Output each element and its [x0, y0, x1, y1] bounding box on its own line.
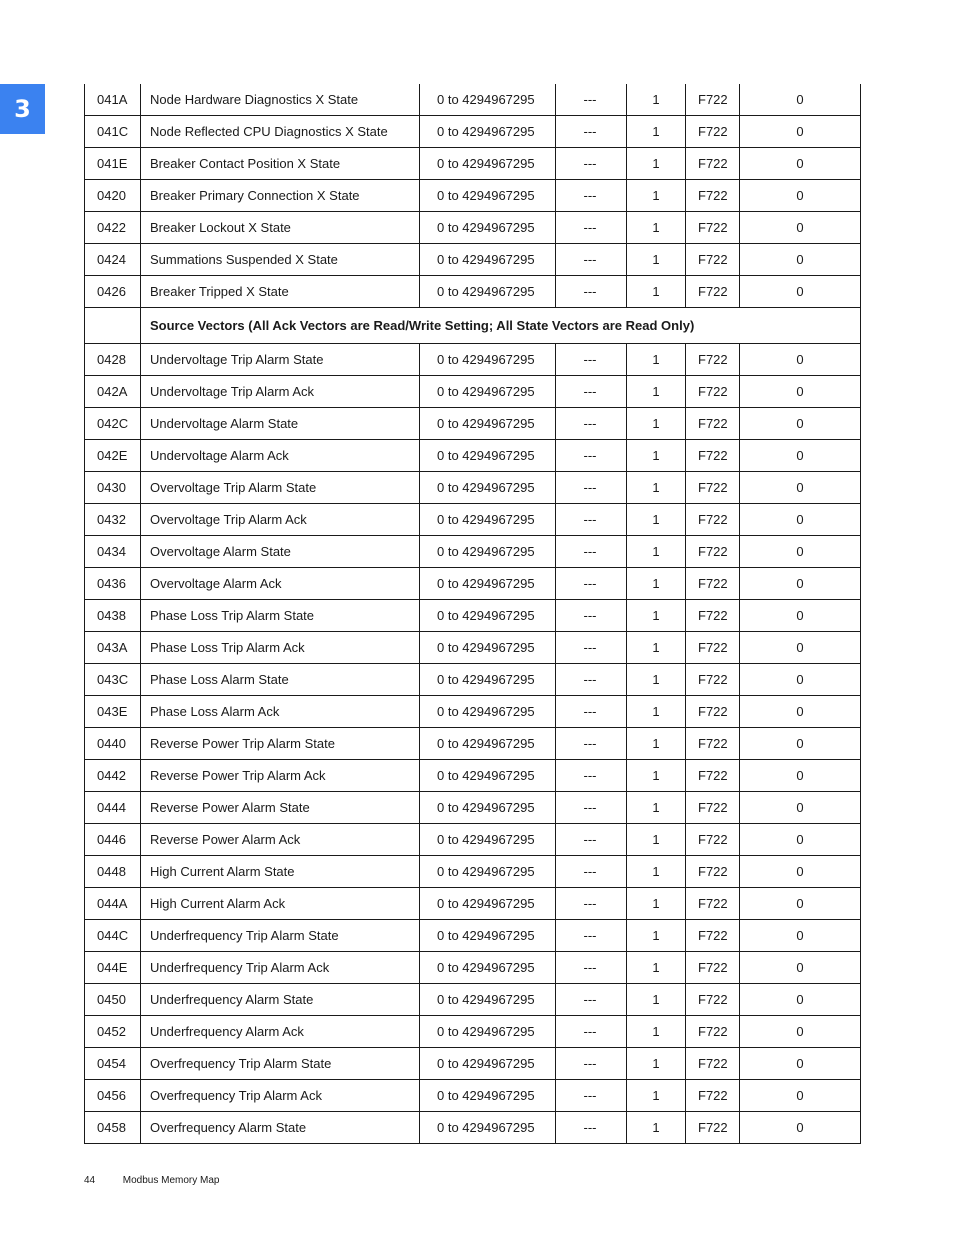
- description-cell: Overvoltage Trip Alarm State: [141, 472, 420, 504]
- units-cell: ---: [556, 1112, 627, 1144]
- units-cell: ---: [556, 148, 627, 180]
- table-row: [85, 244, 861, 276]
- description-cell: Overfrequency Trip Alarm State: [141, 1048, 420, 1080]
- table-row: [85, 276, 861, 308]
- description-cell: Phase Loss Trip Alarm Ack: [141, 632, 420, 664]
- step-cell: 1: [627, 568, 686, 600]
- address-cell: 0446: [85, 824, 141, 856]
- step-cell: 1: [627, 696, 686, 728]
- range-cell: 0 to 4294967295: [420, 180, 556, 212]
- units-cell: ---: [556, 212, 627, 244]
- units-cell: ---: [556, 952, 627, 984]
- units-cell: ---: [556, 888, 627, 920]
- range-cell: 0 to 4294967295: [420, 440, 556, 472]
- description-cell: Overfrequency Trip Alarm Ack: [141, 1080, 420, 1112]
- address-cell: 0450: [85, 984, 141, 1016]
- units-cell: ---: [556, 344, 627, 376]
- description-cell: Underfrequency Trip Alarm Ack: [141, 952, 420, 984]
- range-cell: 0 to 4294967295: [420, 920, 556, 952]
- default-cell: 0: [740, 888, 861, 920]
- units-cell: ---: [556, 84, 627, 116]
- units-cell: ---: [556, 568, 627, 600]
- range-cell: 0 to 4294967295: [420, 568, 556, 600]
- step-cell: 1: [627, 408, 686, 440]
- format-cell: F722: [686, 824, 740, 856]
- format-cell: F722: [686, 244, 740, 276]
- units-cell: ---: [556, 1080, 627, 1112]
- description-cell: Node Reflected CPU Diagnostics X State: [141, 116, 420, 148]
- table-row: [85, 728, 861, 760]
- format-cell: F722: [686, 952, 740, 984]
- step-cell: 1: [627, 1048, 686, 1080]
- range-cell: 0 to 4294967295: [420, 472, 556, 504]
- units-cell: ---: [556, 408, 627, 440]
- description-cell: Overvoltage Alarm State: [141, 536, 420, 568]
- step-cell: 1: [627, 504, 686, 536]
- default-cell: 0: [740, 920, 861, 952]
- units-cell: ---: [556, 696, 627, 728]
- address-cell: 041C: [85, 116, 141, 148]
- description-cell: Reverse Power Trip Alarm Ack: [141, 760, 420, 792]
- default-cell: 0: [740, 344, 861, 376]
- units-cell: ---: [556, 376, 627, 408]
- table-row: [85, 920, 861, 952]
- units-cell: ---: [556, 472, 627, 504]
- step-cell: 1: [627, 632, 686, 664]
- address-cell: 042E: [85, 440, 141, 472]
- format-cell: F722: [686, 1016, 740, 1048]
- address-cell: 0442: [85, 760, 141, 792]
- step-cell: 1: [627, 212, 686, 244]
- section-header-group: [85, 308, 861, 344]
- units-cell: ---: [556, 180, 627, 212]
- format-cell: F722: [686, 728, 740, 760]
- step-cell: 1: [627, 728, 686, 760]
- range-cell: 0 to 4294967295: [420, 696, 556, 728]
- default-cell: 0: [740, 504, 861, 536]
- range-cell: 0 to 4294967295: [420, 244, 556, 276]
- default-cell: 0: [740, 148, 861, 180]
- section-header-title: Source Vectors (All Ack Vectors are Read/Write Setting; All State Vectors are Read Only): [141, 308, 861, 344]
- table-row: [85, 180, 861, 212]
- address-cell: 041A: [85, 84, 141, 116]
- table-row: [85, 632, 861, 664]
- step-cell: 1: [627, 952, 686, 984]
- address-cell: 0428: [85, 344, 141, 376]
- range-cell: 0 to 4294967295: [420, 760, 556, 792]
- step-cell: 1: [627, 440, 686, 472]
- description-cell: Overvoltage Trip Alarm Ack: [141, 504, 420, 536]
- format-cell: F722: [686, 504, 740, 536]
- description-cell: High Current Alarm Ack: [141, 888, 420, 920]
- description-cell: Reverse Power Trip Alarm State: [141, 728, 420, 760]
- address-cell: 0438: [85, 600, 141, 632]
- step-cell: 1: [627, 1016, 686, 1048]
- step-cell: 1: [627, 792, 686, 824]
- step-cell: 1: [627, 1112, 686, 1144]
- table-row: [85, 344, 861, 376]
- format-cell: F722: [686, 276, 740, 308]
- table-row: [85, 1048, 861, 1080]
- default-cell: 0: [740, 212, 861, 244]
- default-cell: 0: [740, 244, 861, 276]
- format-cell: F722: [686, 116, 740, 148]
- format-cell: F722: [686, 1080, 740, 1112]
- address-cell: 0420: [85, 180, 141, 212]
- default-cell: 0: [740, 84, 861, 116]
- description-cell: Undervoltage Trip Alarm State: [141, 344, 420, 376]
- step-cell: 1: [627, 920, 686, 952]
- memory-map-table: [84, 84, 861, 1144]
- step-cell: 1: [627, 276, 686, 308]
- step-cell: 1: [627, 984, 686, 1016]
- step-cell: 1: [627, 244, 686, 276]
- description-cell: Overfrequency Alarm State: [141, 1112, 420, 1144]
- table-row: [85, 696, 861, 728]
- description-cell: Summations Suspended X State: [141, 244, 420, 276]
- address-cell: 0440: [85, 728, 141, 760]
- address-cell: 0454: [85, 1048, 141, 1080]
- address-cell: 0426: [85, 276, 141, 308]
- units-cell: ---: [556, 920, 627, 952]
- units-cell: ---: [556, 856, 627, 888]
- format-cell: F722: [686, 856, 740, 888]
- units-cell: ---: [556, 536, 627, 568]
- range-cell: 0 to 4294967295: [420, 824, 556, 856]
- default-cell: 0: [740, 1016, 861, 1048]
- range-cell: 0 to 4294967295: [420, 600, 556, 632]
- format-cell: F722: [686, 536, 740, 568]
- default-cell: 0: [740, 856, 861, 888]
- units-cell: ---: [556, 728, 627, 760]
- units-cell: ---: [556, 244, 627, 276]
- table-row: [85, 1016, 861, 1048]
- units-cell: ---: [556, 504, 627, 536]
- units-cell: ---: [556, 600, 627, 632]
- range-cell: 0 to 4294967295: [420, 1080, 556, 1112]
- address-cell: 0430: [85, 472, 141, 504]
- address-cell: 043E: [85, 696, 141, 728]
- default-cell: 0: [740, 116, 861, 148]
- table-row: [85, 600, 861, 632]
- section-header-blank-cell: [85, 308, 141, 344]
- step-cell: 1: [627, 148, 686, 180]
- step-cell: 1: [627, 472, 686, 504]
- default-cell: 0: [740, 1080, 861, 1112]
- page-number: 44: [84, 1175, 96, 1186]
- units-cell: ---: [556, 632, 627, 664]
- table-row: [85, 1112, 861, 1144]
- format-cell: F722: [686, 760, 740, 792]
- description-cell: Overvoltage Alarm Ack: [141, 568, 420, 600]
- default-cell: 0: [740, 568, 861, 600]
- format-cell: F722: [686, 632, 740, 664]
- address-cell: 0458: [85, 1112, 141, 1144]
- chapter-tab: 3: [0, 84, 45, 134]
- address-cell: 042A: [85, 376, 141, 408]
- address-cell: 0452: [85, 1016, 141, 1048]
- default-cell: 0: [740, 472, 861, 504]
- table-row: [85, 664, 861, 696]
- table-row: [85, 440, 861, 472]
- description-cell: Undervoltage Alarm Ack: [141, 440, 420, 472]
- units-cell: ---: [556, 824, 627, 856]
- default-cell: 0: [740, 600, 861, 632]
- address-cell: 0422: [85, 212, 141, 244]
- format-cell: F722: [686, 888, 740, 920]
- range-cell: 0 to 4294967295: [420, 344, 556, 376]
- description-cell: Undervoltage Trip Alarm Ack: [141, 376, 420, 408]
- range-cell: 0 to 4294967295: [420, 116, 556, 148]
- range-cell: 0 to 4294967295: [420, 728, 556, 760]
- range-cell: 0 to 4294967295: [420, 632, 556, 664]
- step-cell: 1: [627, 856, 686, 888]
- page-footer: [84, 1175, 219, 1186]
- table-row: [85, 792, 861, 824]
- format-cell: F722: [686, 600, 740, 632]
- default-cell: 0: [740, 536, 861, 568]
- table-row: [85, 568, 861, 600]
- range-cell: 0 to 4294967295: [420, 856, 556, 888]
- table-row: [85, 1080, 861, 1112]
- format-cell: F722: [686, 148, 740, 180]
- description-cell: Reverse Power Alarm State: [141, 792, 420, 824]
- address-cell: 0448: [85, 856, 141, 888]
- address-cell: 044A: [85, 888, 141, 920]
- table-row: [85, 952, 861, 984]
- address-cell: 0424: [85, 244, 141, 276]
- default-cell: 0: [740, 1048, 861, 1080]
- default-cell: 0: [740, 760, 861, 792]
- default-cell: 0: [740, 276, 861, 308]
- description-cell: Reverse Power Alarm Ack: [141, 824, 420, 856]
- default-cell: 0: [740, 408, 861, 440]
- step-cell: 1: [627, 600, 686, 632]
- range-cell: 0 to 4294967295: [420, 212, 556, 244]
- range-cell: 0 to 4294967295: [420, 888, 556, 920]
- units-cell: ---: [556, 116, 627, 148]
- description-cell: High Current Alarm State: [141, 856, 420, 888]
- format-cell: F722: [686, 664, 740, 696]
- default-cell: 0: [740, 792, 861, 824]
- table-body-bottom: [85, 344, 861, 1144]
- default-cell: 0: [740, 952, 861, 984]
- format-cell: F722: [686, 920, 740, 952]
- units-cell: ---: [556, 1048, 627, 1080]
- table-row: [85, 856, 861, 888]
- format-cell: F722: [686, 84, 740, 116]
- default-cell: 0: [740, 1112, 861, 1144]
- table-row: [85, 212, 861, 244]
- range-cell: 0 to 4294967295: [420, 408, 556, 440]
- table-row: [85, 472, 861, 504]
- format-cell: F722: [686, 376, 740, 408]
- address-cell: 0436: [85, 568, 141, 600]
- range-cell: 0 to 4294967295: [420, 376, 556, 408]
- range-cell: 0 to 4294967295: [420, 952, 556, 984]
- step-cell: 1: [627, 344, 686, 376]
- default-cell: 0: [740, 984, 861, 1016]
- step-cell: 1: [627, 116, 686, 148]
- table-row: [85, 116, 861, 148]
- default-cell: 0: [740, 696, 861, 728]
- table-row: [85, 148, 861, 180]
- step-cell: 1: [627, 888, 686, 920]
- memory-map-table-container: [84, 84, 860, 1144]
- address-cell: 044E: [85, 952, 141, 984]
- units-cell: ---: [556, 792, 627, 824]
- step-cell: 1: [627, 180, 686, 212]
- format-cell: F722: [686, 180, 740, 212]
- address-cell: 0456: [85, 1080, 141, 1112]
- table-row: [85, 376, 861, 408]
- format-cell: F722: [686, 984, 740, 1016]
- description-cell: Breaker Contact Position X State: [141, 148, 420, 180]
- format-cell: F722: [686, 1112, 740, 1144]
- table-row: [85, 504, 861, 536]
- table-row: [85, 824, 861, 856]
- address-cell: 0432: [85, 504, 141, 536]
- address-cell: 043C: [85, 664, 141, 696]
- range-cell: 0 to 4294967295: [420, 84, 556, 116]
- range-cell: 0 to 4294967295: [420, 984, 556, 1016]
- description-cell: Underfrequency Trip Alarm State: [141, 920, 420, 952]
- range-cell: 0 to 4294967295: [420, 1048, 556, 1080]
- table-row: [85, 760, 861, 792]
- range-cell: 0 to 4294967295: [420, 536, 556, 568]
- step-cell: 1: [627, 760, 686, 792]
- format-cell: F722: [686, 440, 740, 472]
- format-cell: F722: [686, 1048, 740, 1080]
- step-cell: 1: [627, 824, 686, 856]
- format-cell: F722: [686, 212, 740, 244]
- step-cell: 1: [627, 376, 686, 408]
- description-cell: Phase Loss Alarm Ack: [141, 696, 420, 728]
- footer-section-title: Modbus Memory Map: [122, 1175, 220, 1186]
- step-cell: 1: [627, 536, 686, 568]
- description-cell: Phase Loss Trip Alarm State: [141, 600, 420, 632]
- default-cell: 0: [740, 440, 861, 472]
- default-cell: 0: [740, 664, 861, 696]
- range-cell: 0 to 4294967295: [420, 504, 556, 536]
- step-cell: 1: [627, 664, 686, 696]
- table-row: [85, 888, 861, 920]
- table-body-top: [85, 84, 861, 308]
- format-cell: F722: [686, 696, 740, 728]
- format-cell: F722: [686, 792, 740, 824]
- default-cell: 0: [740, 632, 861, 664]
- range-cell: 0 to 4294967295: [420, 148, 556, 180]
- format-cell: F722: [686, 568, 740, 600]
- units-cell: ---: [556, 440, 627, 472]
- units-cell: ---: [556, 276, 627, 308]
- description-cell: Phase Loss Alarm State: [141, 664, 420, 696]
- table-row: [85, 536, 861, 568]
- default-cell: 0: [740, 376, 861, 408]
- format-cell: F722: [686, 408, 740, 440]
- range-cell: 0 to 4294967295: [420, 276, 556, 308]
- table-row: [85, 984, 861, 1016]
- description-cell: Underfrequency Alarm State: [141, 984, 420, 1016]
- description-cell: Breaker Tripped X State: [141, 276, 420, 308]
- table-row: [85, 84, 861, 116]
- description-cell: Undervoltage Alarm State: [141, 408, 420, 440]
- address-cell: 041E: [85, 148, 141, 180]
- address-cell: 042C: [85, 408, 141, 440]
- description-cell: Node Hardware Diagnostics X State: [141, 84, 420, 116]
- format-cell: F722: [686, 344, 740, 376]
- step-cell: 1: [627, 1080, 686, 1112]
- section-header-row: [85, 308, 861, 344]
- default-cell: 0: [740, 728, 861, 760]
- table-row: [85, 408, 861, 440]
- address-cell: 0444: [85, 792, 141, 824]
- description-cell: Underfrequency Alarm Ack: [141, 1016, 420, 1048]
- default-cell: 0: [740, 180, 861, 212]
- range-cell: 0 to 4294967295: [420, 664, 556, 696]
- address-cell: 044C: [85, 920, 141, 952]
- default-cell: 0: [740, 824, 861, 856]
- range-cell: 0 to 4294967295: [420, 1112, 556, 1144]
- format-cell: F722: [686, 472, 740, 504]
- address-cell: 043A: [85, 632, 141, 664]
- range-cell: 0 to 4294967295: [420, 1016, 556, 1048]
- units-cell: ---: [556, 760, 627, 792]
- units-cell: ---: [556, 1016, 627, 1048]
- description-cell: Breaker Primary Connection X State: [141, 180, 420, 212]
- units-cell: ---: [556, 664, 627, 696]
- address-cell: 0434: [85, 536, 141, 568]
- description-cell: Breaker Lockout X State: [141, 212, 420, 244]
- units-cell: ---: [556, 984, 627, 1016]
- range-cell: 0 to 4294967295: [420, 792, 556, 824]
- step-cell: 1: [627, 84, 686, 116]
